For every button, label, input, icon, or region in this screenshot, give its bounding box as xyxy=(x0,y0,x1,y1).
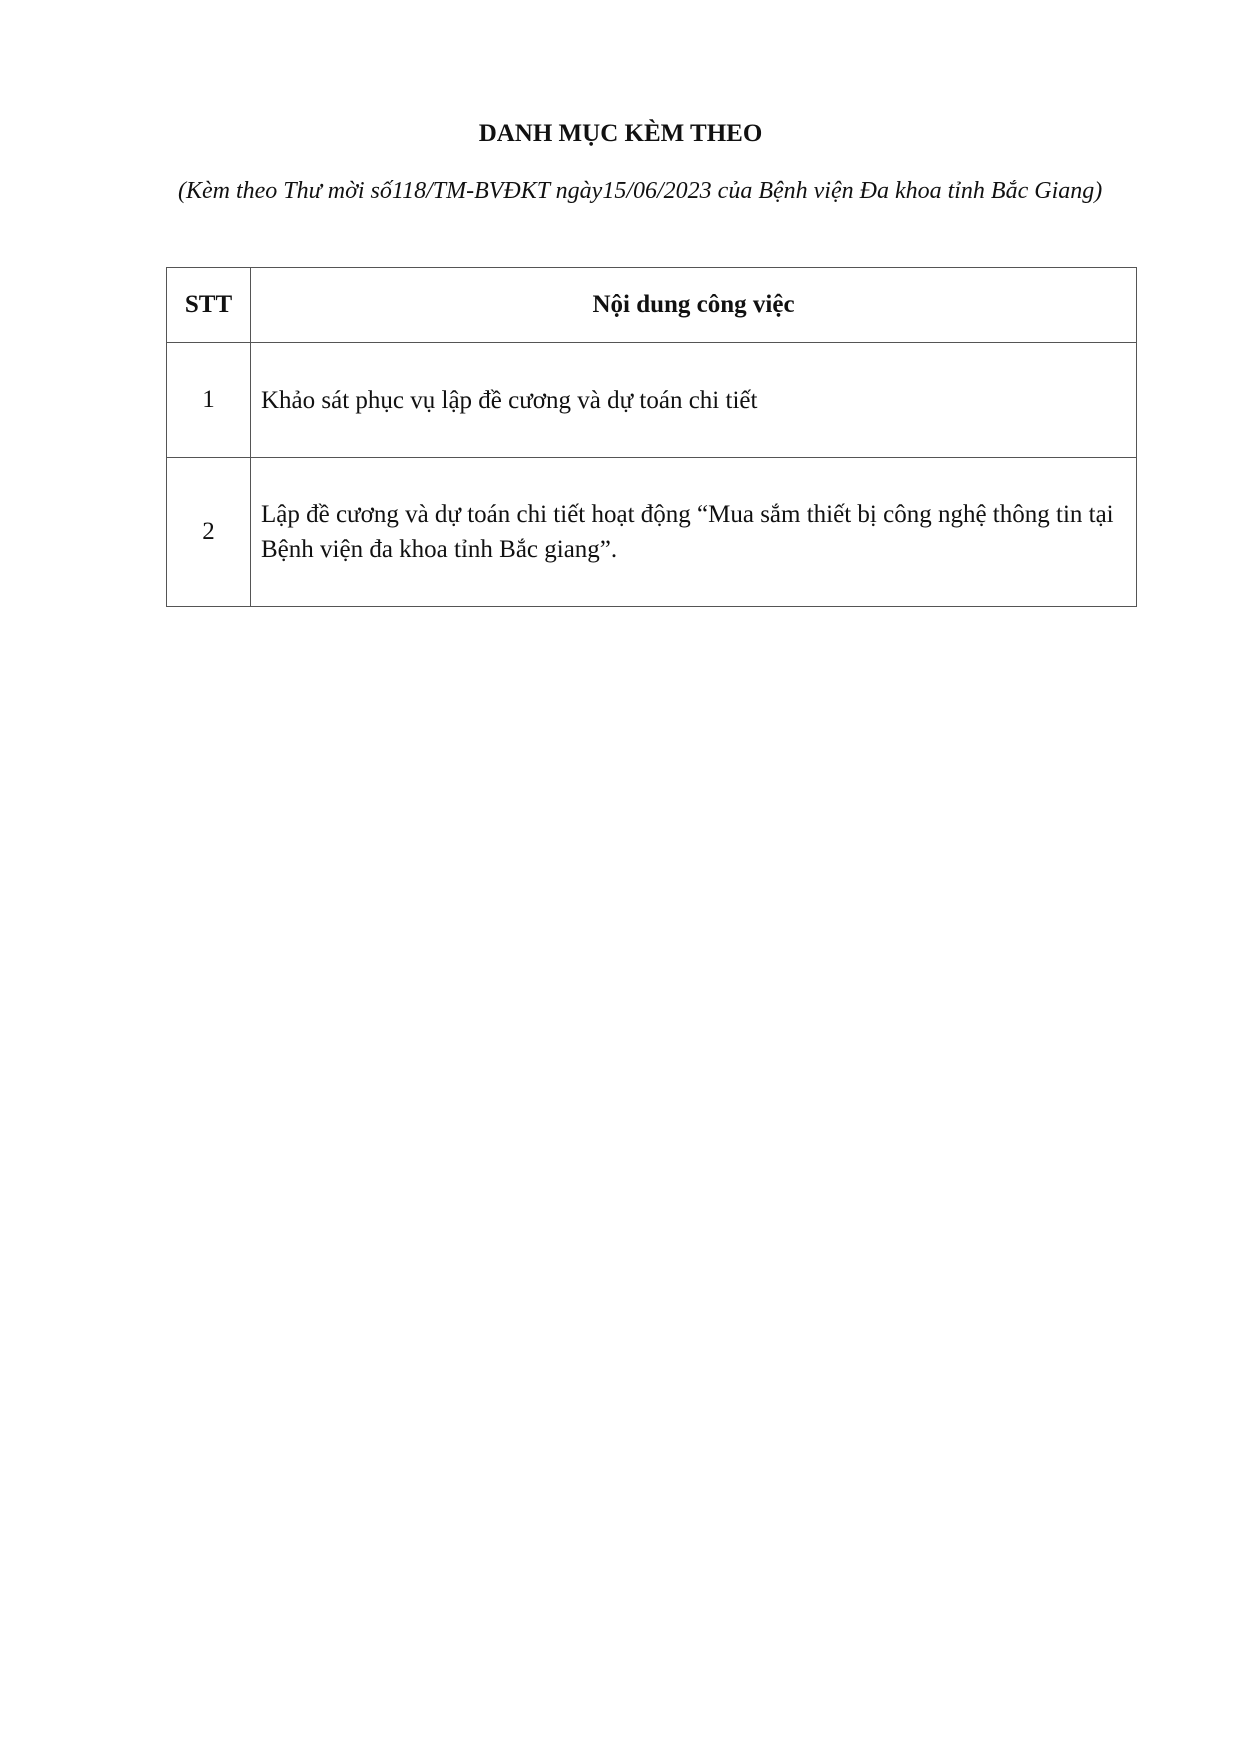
header-stt: STT xyxy=(167,268,251,343)
task-table xyxy=(166,267,1137,607)
row-stt: 1 xyxy=(167,343,251,458)
row-content: Khảo sát phục vụ lập đề cương và dự toán chi tiết xyxy=(251,343,1137,458)
table-row xyxy=(167,458,1137,607)
row-stt: 2 xyxy=(167,458,251,607)
document-title: DANH MỤC KÈM THEO xyxy=(478,120,763,147)
row-content: Lập đề cương và dự toán chi tiết hoạt động “Mua sắm thiết bị công nghệ thông tin tại Bệnh viện đa khoa tỉnh Bắc giang”. xyxy=(251,458,1137,607)
table-row xyxy=(167,343,1137,458)
document-subtitle: (Kèm theo Thư mời số118/TM-BVĐKT ngày15/06/2023 của Bệnh viện Đa khoa tỉnh Bắc Giang) xyxy=(178,178,1103,204)
table-header-row xyxy=(167,268,1137,343)
header-content: Nội dung công việc xyxy=(251,268,1137,343)
